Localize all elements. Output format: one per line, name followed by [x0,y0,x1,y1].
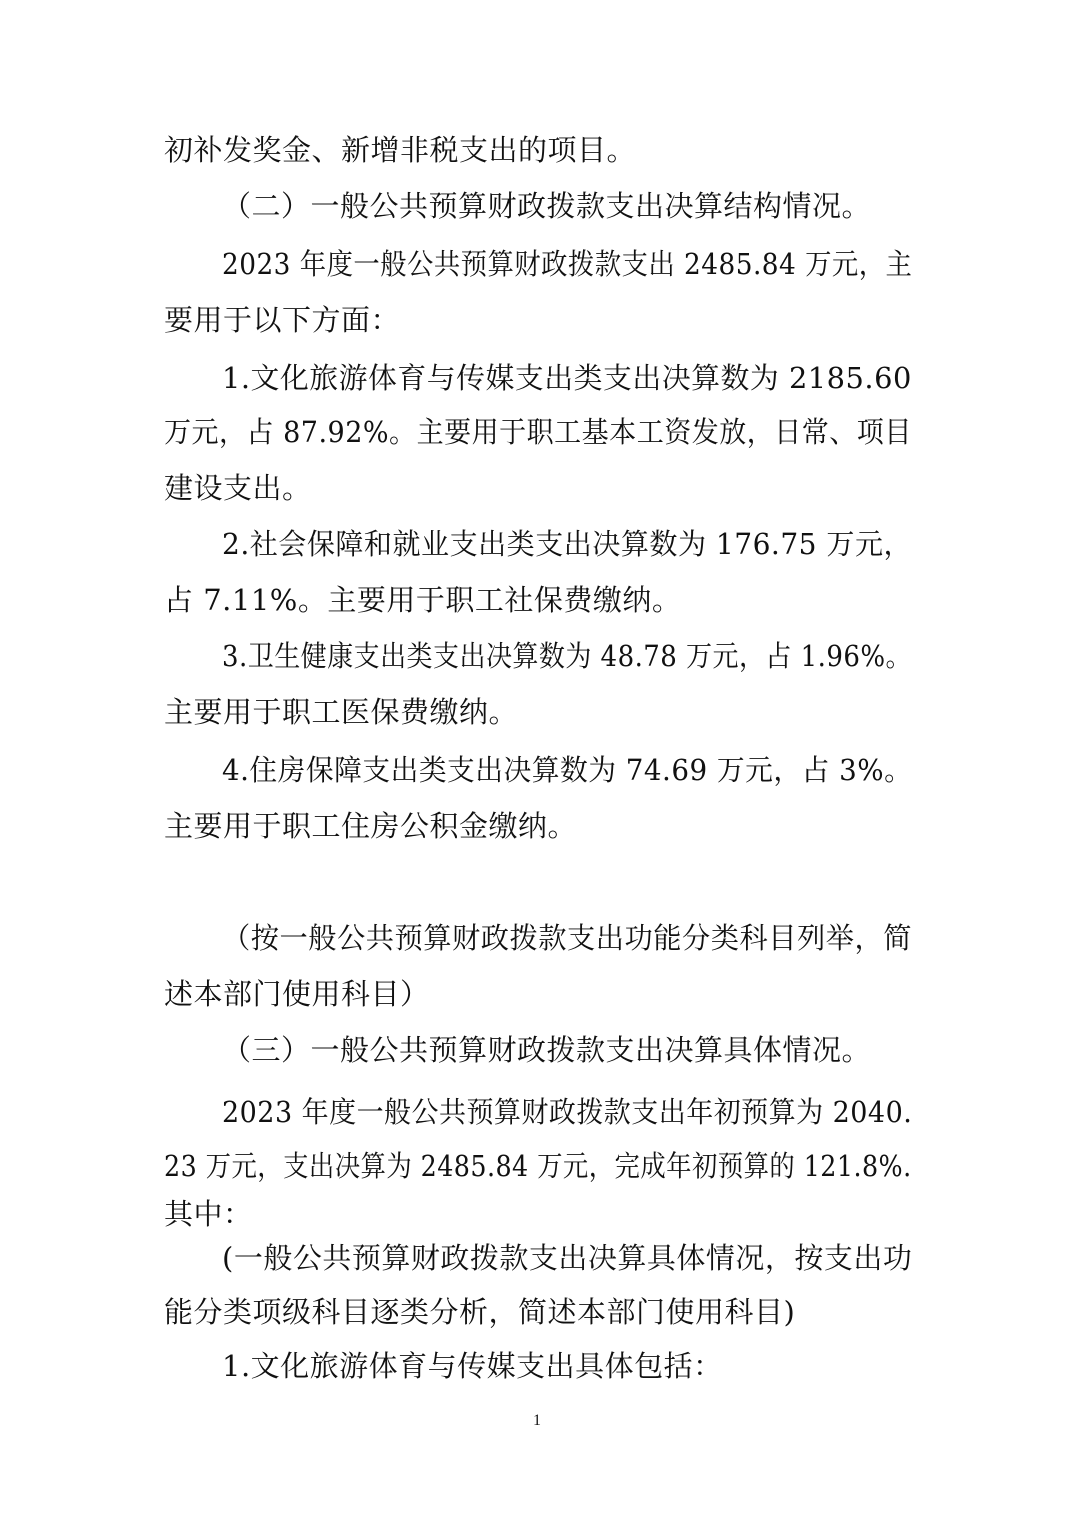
note-line: 能分类项级科目逐类分析，简述本部门使用科目) [164,1295,796,1329]
note-line: （按一般公共预算财政拨款支出功能分类科目列举，简 [222,921,913,955]
text-line: 占 7.11%。主要用于职工社保费缴纳。 [164,583,682,617]
section-heading-2: （二）一般公共预算财政拨款支出决算结构情况。 [222,189,872,223]
text-line: 建设支出。 [164,471,312,505]
text-line: 23 万元，支出决算为 2485.84 万元，完成年初预算的 121.8%. [164,1149,912,1183]
list-item-4: 4.住房保障支出类支出决算数为 74.69 万元，占 3%。 [222,753,913,787]
text-line: 其中： [164,1197,253,1231]
note-line: 述本部门使用科目） [164,977,430,1011]
text-line: 初补发奖金、新增非税支出的项目。 [164,133,637,167]
list-item-1: 1.文化旅游体育与传媒支出具体包括： [222,1349,723,1383]
text-line: 要用于以下方面： [164,303,401,337]
text-line: 主要用于职工医保费缴纳。 [164,695,519,729]
text-line: 2023 年度一般公共预算财政拨款支出 2485.84 万元，主 [222,247,913,281]
note-line: (一般公共预算财政拨款支出决算具体情况，按支出功 [222,1241,913,1275]
text-line: 主要用于职工住房公积金缴纳。 [164,809,578,843]
section-heading-3: （三）一般公共预算财政拨款支出决算具体情况。 [222,1033,872,1067]
list-item-2: 2.社会保障和就业支出类支出决算数为 176.75 万元， [222,527,913,561]
list-item-3: 3.卫生健康支出类支出决算数为 48.78 万元，占 1.96%。 [222,639,913,673]
text-line: 2023 年度一般公共预算财政拨款支出年初预算为 2040. [222,1095,913,1129]
page-number: 1 [533,1412,541,1429]
text-line: 万元，占 87.92%。主要用于职工基本工资发放，日常、项目 [164,415,912,449]
list-item-1: 1.文化旅游体育与传媒支出类支出决算数为 2185.60 [222,361,912,395]
